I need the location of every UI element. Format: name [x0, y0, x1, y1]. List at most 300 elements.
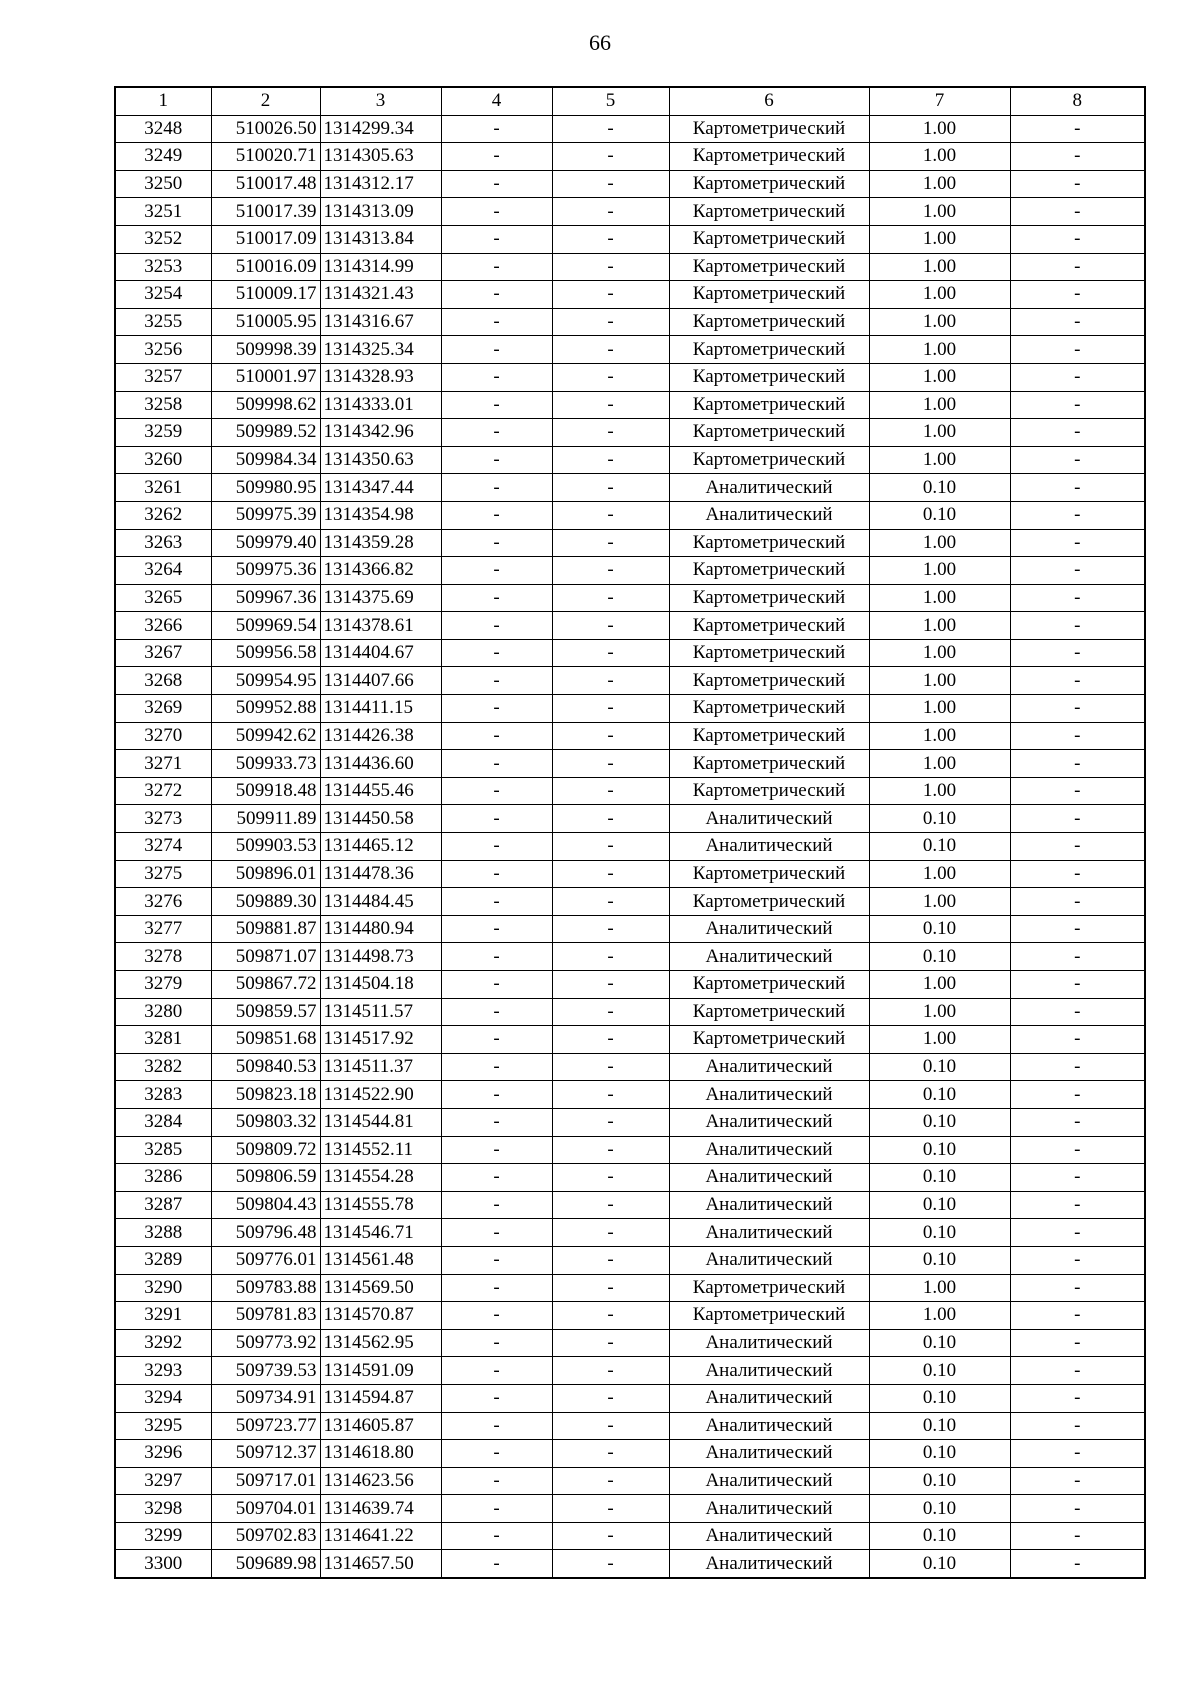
cell-point-number: 3294: [115, 1384, 211, 1412]
cell-col-5: -: [552, 915, 669, 943]
cell-col-4: -: [441, 391, 552, 419]
cell-coord-y: 1314641.22: [320, 1522, 441, 1550]
table-row: [115, 1467, 1145, 1495]
table-row: [115, 915, 1145, 943]
cell-coord-x: 509717.01: [211, 1467, 320, 1495]
cell-accuracy: 1.00: [869, 1026, 1010, 1054]
cell-coord-x: 510017.48: [211, 170, 320, 198]
cell-coord-y: 1314657.50: [320, 1550, 441, 1578]
cell-col-4: -: [441, 722, 552, 750]
cell-col-4: -: [441, 1302, 552, 1330]
cell-col-8: -: [1010, 474, 1145, 502]
cell-method: Картометрический: [669, 1274, 869, 1302]
cell-point-number: 3255: [115, 308, 211, 336]
cell-coord-x: 510009.17: [211, 281, 320, 309]
cell-col-8: -: [1010, 888, 1145, 916]
table-row: [115, 1081, 1145, 1109]
cell-coord-y: 1314605.87: [320, 1412, 441, 1440]
table-row: [115, 198, 1145, 226]
cell-col-4: -: [441, 308, 552, 336]
cell-point-number: 3300: [115, 1550, 211, 1578]
cell-coord-y: 1314478.36: [320, 860, 441, 888]
cell-col-5: -: [552, 1329, 669, 1357]
cell-method: Аналитический: [669, 1357, 869, 1385]
cell-accuracy: 0.10: [869, 1164, 1010, 1192]
cell-coord-x: 510001.97: [211, 363, 320, 391]
cell-col-8: -: [1010, 1219, 1145, 1247]
cell-method: Картометрический: [669, 667, 869, 695]
table-row: [115, 115, 1145, 143]
cell-coord-x: 509998.62: [211, 391, 320, 419]
cell-accuracy: 0.10: [869, 1081, 1010, 1109]
cell-coord-x: 509867.72: [211, 971, 320, 999]
cell-coord-y: 1314321.43: [320, 281, 441, 309]
cell-coord-x: 509933.73: [211, 750, 320, 778]
cell-coord-x: 509967.36: [211, 584, 320, 612]
table-row: [115, 1412, 1145, 1440]
cell-point-number: 3277: [115, 915, 211, 943]
cell-accuracy: 1.00: [869, 198, 1010, 226]
table-row: [115, 143, 1145, 171]
cell-coord-y: 1314511.37: [320, 1053, 441, 1081]
cell-coord-x: 509806.59: [211, 1164, 320, 1192]
cell-method: Аналитический: [669, 1108, 869, 1136]
cell-accuracy: 1.00: [869, 612, 1010, 640]
cell-col-5: -: [552, 1246, 669, 1274]
cell-col-5: -: [552, 667, 669, 695]
cell-col-4: -: [441, 115, 552, 143]
cell-point-number: 3298: [115, 1495, 211, 1523]
cell-col-5: -: [552, 557, 669, 585]
cell-accuracy: 1.00: [869, 225, 1010, 253]
cell-method: Картометрический: [669, 281, 869, 309]
cell-coord-y: 1314546.71: [320, 1219, 441, 1247]
cell-method: Картометрический: [669, 419, 869, 447]
cell-col-5: -: [552, 1026, 669, 1054]
cell-col-4: -: [441, 1412, 552, 1440]
cell-col-8: -: [1010, 1274, 1145, 1302]
column-header-7: 7: [869, 87, 1010, 115]
cell-col-5: -: [552, 722, 669, 750]
cell-coord-y: 1314313.09: [320, 198, 441, 226]
table-row: [115, 170, 1145, 198]
cell-point-number: 3250: [115, 170, 211, 198]
cell-point-number: 3292: [115, 1329, 211, 1357]
cell-col-4: -: [441, 1357, 552, 1385]
cell-col-5: -: [552, 639, 669, 667]
cell-coord-x: 510017.09: [211, 225, 320, 253]
table-row: [115, 1384, 1145, 1412]
table-row: [115, 750, 1145, 778]
cell-coord-y: 1314594.87: [320, 1384, 441, 1412]
cell-method: Аналитический: [669, 474, 869, 502]
table-row: [115, 612, 1145, 640]
cell-col-5: -: [552, 225, 669, 253]
cell-method: Картометрический: [669, 584, 869, 612]
cell-point-number: 3280: [115, 998, 211, 1026]
cell-col-8: -: [1010, 998, 1145, 1026]
cell-point-number: 3274: [115, 833, 211, 861]
cell-method: Картометрический: [669, 336, 869, 364]
cell-accuracy: 1.00: [869, 722, 1010, 750]
cell-point-number: 3263: [115, 529, 211, 557]
cell-method: Аналитический: [669, 1550, 869, 1578]
cell-coord-y: 1314350.63: [320, 446, 441, 474]
cell-col-5: -: [552, 1302, 669, 1330]
cell-coord-y: 1314562.95: [320, 1329, 441, 1357]
cell-col-4: -: [441, 474, 552, 502]
cell-col-8: -: [1010, 281, 1145, 309]
cell-accuracy: 1.00: [869, 1302, 1010, 1330]
cell-point-number: 3248: [115, 115, 211, 143]
cell-col-4: -: [441, 998, 552, 1026]
cell-col-8: -: [1010, 1440, 1145, 1468]
cell-col-5: -: [552, 474, 669, 502]
column-header-1: 1: [115, 87, 211, 115]
cell-accuracy: 1.00: [869, 419, 1010, 447]
cell-col-4: -: [441, 1026, 552, 1054]
cell-method: Картометрический: [669, 115, 869, 143]
cell-col-4: -: [441, 612, 552, 640]
cell-coord-x: 509702.83: [211, 1522, 320, 1550]
cell-col-5: -: [552, 1081, 669, 1109]
cell-col-4: -: [441, 1495, 552, 1523]
cell-accuracy: 1.00: [869, 529, 1010, 557]
cell-coord-x: 509712.37: [211, 1440, 320, 1468]
cell-coord-y: 1314359.28: [320, 529, 441, 557]
table-row: [115, 1522, 1145, 1550]
cell-col-5: -: [552, 253, 669, 281]
table-row: [115, 363, 1145, 391]
table-row: [115, 501, 1145, 529]
cell-col-5: -: [552, 115, 669, 143]
cell-coord-y: 1314333.01: [320, 391, 441, 419]
cell-coord-y: 1314465.12: [320, 833, 441, 861]
cell-point-number: 3290: [115, 1274, 211, 1302]
table-row: [115, 1026, 1145, 1054]
cell-method: Аналитический: [669, 1219, 869, 1247]
cell-col-4: -: [441, 363, 552, 391]
cell-col-5: -: [552, 860, 669, 888]
cell-col-5: -: [552, 1164, 669, 1192]
cell-point-number: 3267: [115, 639, 211, 667]
cell-coord-x: 509796.48: [211, 1219, 320, 1247]
cell-coord-x: 509871.07: [211, 943, 320, 971]
cell-col-8: -: [1010, 446, 1145, 474]
cell-col-5: -: [552, 888, 669, 916]
cell-col-4: -: [441, 1440, 552, 1468]
cell-col-4: -: [441, 1384, 552, 1412]
cell-coord-x: 510026.50: [211, 115, 320, 143]
cell-accuracy: 1.00: [869, 170, 1010, 198]
cell-coord-x: 509881.87: [211, 915, 320, 943]
cell-coord-x: 509942.62: [211, 722, 320, 750]
cell-method: Аналитический: [669, 1384, 869, 1412]
cell-coord-x: 509803.32: [211, 1108, 320, 1136]
cell-point-number: 3281: [115, 1026, 211, 1054]
cell-col-8: -: [1010, 1357, 1145, 1385]
cell-accuracy: 1.00: [869, 1274, 1010, 1302]
cell-col-5: -: [552, 1219, 669, 1247]
cell-coord-y: 1314517.92: [320, 1026, 441, 1054]
table-row: [115, 695, 1145, 723]
cell-col-5: -: [552, 1550, 669, 1578]
cell-accuracy: 1.00: [869, 695, 1010, 723]
table-row: [115, 639, 1145, 667]
cell-accuracy: 1.00: [869, 777, 1010, 805]
cell-col-5: -: [552, 1191, 669, 1219]
cell-col-4: -: [441, 667, 552, 695]
cell-col-8: -: [1010, 557, 1145, 585]
table-row: [115, 1329, 1145, 1357]
cell-point-number: 3259: [115, 419, 211, 447]
cell-coord-x: 509723.77: [211, 1412, 320, 1440]
cell-accuracy: 0.10: [869, 1108, 1010, 1136]
cell-method: Картометрический: [669, 722, 869, 750]
cell-coord-y: 1314314.99: [320, 253, 441, 281]
cell-point-number: 3287: [115, 1191, 211, 1219]
cell-accuracy: 1.00: [869, 391, 1010, 419]
cell-method: Картометрический: [669, 695, 869, 723]
cell-method: Аналитический: [669, 1246, 869, 1274]
cell-accuracy: 0.10: [869, 805, 1010, 833]
cell-coord-x: 509804.43: [211, 1191, 320, 1219]
cell-method: Картометрический: [669, 391, 869, 419]
cell-col-5: -: [552, 501, 669, 529]
cell-point-number: 3295: [115, 1412, 211, 1440]
cell-col-8: -: [1010, 915, 1145, 943]
cell-coord-y: 1314544.81: [320, 1108, 441, 1136]
cell-coord-x: 510016.09: [211, 253, 320, 281]
cell-col-8: -: [1010, 1108, 1145, 1136]
cell-point-number: 3256: [115, 336, 211, 364]
cell-accuracy: 1.00: [869, 998, 1010, 1026]
cell-coord-x: 509776.01: [211, 1246, 320, 1274]
cell-coord-y: 1314366.82: [320, 557, 441, 585]
cell-col-8: -: [1010, 1467, 1145, 1495]
cell-accuracy: 1.00: [869, 143, 1010, 171]
cell-col-8: -: [1010, 501, 1145, 529]
cell-coord-x: 510017.39: [211, 198, 320, 226]
cell-coord-y: 1314618.80: [320, 1440, 441, 1468]
cell-col-5: -: [552, 1495, 669, 1523]
table-row: [115, 1191, 1145, 1219]
cell-coord-y: 1314522.90: [320, 1081, 441, 1109]
cell-coord-x: 509903.53: [211, 833, 320, 861]
cell-col-5: -: [552, 336, 669, 364]
cell-point-number: 3253: [115, 253, 211, 281]
cell-coord-y: 1314342.96: [320, 419, 441, 447]
cell-point-number: 3273: [115, 805, 211, 833]
table-row: [115, 943, 1145, 971]
cell-col-5: -: [552, 1136, 669, 1164]
cell-col-4: -: [441, 281, 552, 309]
cell-accuracy: 1.00: [869, 446, 1010, 474]
cell-coord-y: 1314328.93: [320, 363, 441, 391]
cell-col-4: -: [441, 915, 552, 943]
cell-coord-x: 509783.88: [211, 1274, 320, 1302]
cell-col-4: -: [441, 860, 552, 888]
table-row: [115, 805, 1145, 833]
cell-col-4: -: [441, 1329, 552, 1357]
cell-accuracy: 1.00: [869, 888, 1010, 916]
cell-col-4: -: [441, 639, 552, 667]
cell-method: Картометрический: [669, 557, 869, 585]
cell-accuracy: 0.10: [869, 1440, 1010, 1468]
cell-col-4: -: [441, 1053, 552, 1081]
cell-col-5: -: [552, 363, 669, 391]
cell-coord-y: 1314347.44: [320, 474, 441, 502]
cell-method: Аналитический: [669, 1136, 869, 1164]
cell-col-4: -: [441, 584, 552, 612]
cell-col-5: -: [552, 1108, 669, 1136]
cell-coord-y: 1314305.63: [320, 143, 441, 171]
table-row: [115, 1219, 1145, 1247]
cell-point-number: 3264: [115, 557, 211, 585]
cell-accuracy: 0.10: [869, 943, 1010, 971]
cell-coord-y: 1314623.56: [320, 1467, 441, 1495]
cell-coord-x: 509704.01: [211, 1495, 320, 1523]
cell-col-8: -: [1010, 1136, 1145, 1164]
table-row: [115, 1302, 1145, 1330]
cell-accuracy: 1.00: [869, 557, 1010, 585]
cell-accuracy: 1.00: [869, 363, 1010, 391]
cell-col-8: -: [1010, 722, 1145, 750]
cell-col-5: -: [552, 833, 669, 861]
cell-point-number: 3254: [115, 281, 211, 309]
cell-accuracy: 0.10: [869, 1136, 1010, 1164]
column-header-4: 4: [441, 87, 552, 115]
page-number: 66: [589, 30, 611, 55]
table-row: [115, 971, 1145, 999]
cell-point-number: 3269: [115, 695, 211, 723]
cell-col-5: -: [552, 695, 669, 723]
cell-method: Аналитический: [669, 1053, 869, 1081]
cell-col-4: -: [441, 805, 552, 833]
cell-col-4: -: [441, 170, 552, 198]
cell-method: Картометрический: [669, 860, 869, 888]
cell-coord-x: 510020.71: [211, 143, 320, 171]
cell-point-number: 3288: [115, 1219, 211, 1247]
cell-accuracy: 0.10: [869, 1357, 1010, 1385]
cell-col-8: -: [1010, 1164, 1145, 1192]
cell-col-4: -: [441, 1081, 552, 1109]
cell-col-4: -: [441, 695, 552, 723]
cell-method: Картометрический: [669, 253, 869, 281]
cell-col-5: -: [552, 170, 669, 198]
cell-point-number: 3251: [115, 198, 211, 226]
table-row: [115, 281, 1145, 309]
cell-col-5: -: [552, 1522, 669, 1550]
cell-accuracy: 1.00: [869, 860, 1010, 888]
cell-col-8: -: [1010, 1412, 1145, 1440]
table-row: [115, 722, 1145, 750]
cell-col-8: -: [1010, 1550, 1145, 1578]
cell-coord-x: 509889.30: [211, 888, 320, 916]
cell-accuracy: 1.00: [869, 639, 1010, 667]
cell-col-8: -: [1010, 1495, 1145, 1523]
cell-point-number: 3282: [115, 1053, 211, 1081]
cell-col-8: -: [1010, 1329, 1145, 1357]
cell-col-8: -: [1010, 308, 1145, 336]
cell-point-number: 3257: [115, 363, 211, 391]
cell-method: Картометрический: [669, 888, 869, 916]
cell-method: Картометрический: [669, 170, 869, 198]
cell-col-8: -: [1010, 833, 1145, 861]
cell-coord-y: 1314455.46: [320, 777, 441, 805]
table-row: [115, 1136, 1145, 1164]
cell-accuracy: 1.00: [869, 336, 1010, 364]
cell-point-number: 3296: [115, 1440, 211, 1468]
cell-point-number: 3293: [115, 1357, 211, 1385]
cell-col-8: -: [1010, 143, 1145, 171]
cell-point-number: 3252: [115, 225, 211, 253]
table-row: [115, 1550, 1145, 1578]
cell-col-8: -: [1010, 805, 1145, 833]
cell-coord-x: 509739.53: [211, 1357, 320, 1385]
cell-coord-x: 509840.53: [211, 1053, 320, 1081]
cell-method: Картометрический: [669, 750, 869, 778]
cell-point-number: 3272: [115, 777, 211, 805]
table-row: [115, 860, 1145, 888]
cell-accuracy: 1.00: [869, 281, 1010, 309]
column-header-3: 3: [320, 87, 441, 115]
table-row: [115, 833, 1145, 861]
cell-method: Картометрический: [669, 308, 869, 336]
cell-coord-y: 1314450.58: [320, 805, 441, 833]
cell-coord-x: 509809.72: [211, 1136, 320, 1164]
cell-col-5: -: [552, 1467, 669, 1495]
cell-coord-y: 1314554.28: [320, 1164, 441, 1192]
cell-col-4: -: [441, 557, 552, 585]
cell-point-number: 3286: [115, 1164, 211, 1192]
table-body: [115, 115, 1145, 1578]
cell-coord-y: 1314569.50: [320, 1274, 441, 1302]
cell-coord-x: 509952.88: [211, 695, 320, 723]
cell-col-8: -: [1010, 419, 1145, 447]
cell-point-number: 3289: [115, 1246, 211, 1274]
column-header-6: 6: [669, 87, 869, 115]
column-header-2: 2: [211, 87, 320, 115]
cell-accuracy: 0.10: [869, 501, 1010, 529]
cell-col-5: -: [552, 308, 669, 336]
cell-method: Картометрический: [669, 1026, 869, 1054]
cell-col-5: -: [552, 805, 669, 833]
cell-col-5: -: [552, 281, 669, 309]
cell-col-5: -: [552, 612, 669, 640]
cell-coord-y: 1314555.78: [320, 1191, 441, 1219]
cell-col-4: -: [441, 1467, 552, 1495]
cell-accuracy: 0.10: [869, 1384, 1010, 1412]
cell-col-5: -: [552, 750, 669, 778]
cell-point-number: 3249: [115, 143, 211, 171]
cell-coord-y: 1314591.09: [320, 1357, 441, 1385]
cell-coord-x: 509911.89: [211, 805, 320, 833]
cell-col-8: -: [1010, 1026, 1145, 1054]
cell-coord-x: 509896.01: [211, 860, 320, 888]
cell-accuracy: 1.00: [869, 667, 1010, 695]
table-row: [115, 1495, 1145, 1523]
cell-col-8: -: [1010, 612, 1145, 640]
table-row: [115, 584, 1145, 612]
cell-col-5: -: [552, 1384, 669, 1412]
cell-accuracy: 1.00: [869, 308, 1010, 336]
cell-method: Аналитический: [669, 1081, 869, 1109]
cell-col-4: -: [441, 1274, 552, 1302]
cell-coord-x: 509969.54: [211, 612, 320, 640]
table-row: [115, 1357, 1145, 1385]
cell-col-4: -: [441, 143, 552, 171]
